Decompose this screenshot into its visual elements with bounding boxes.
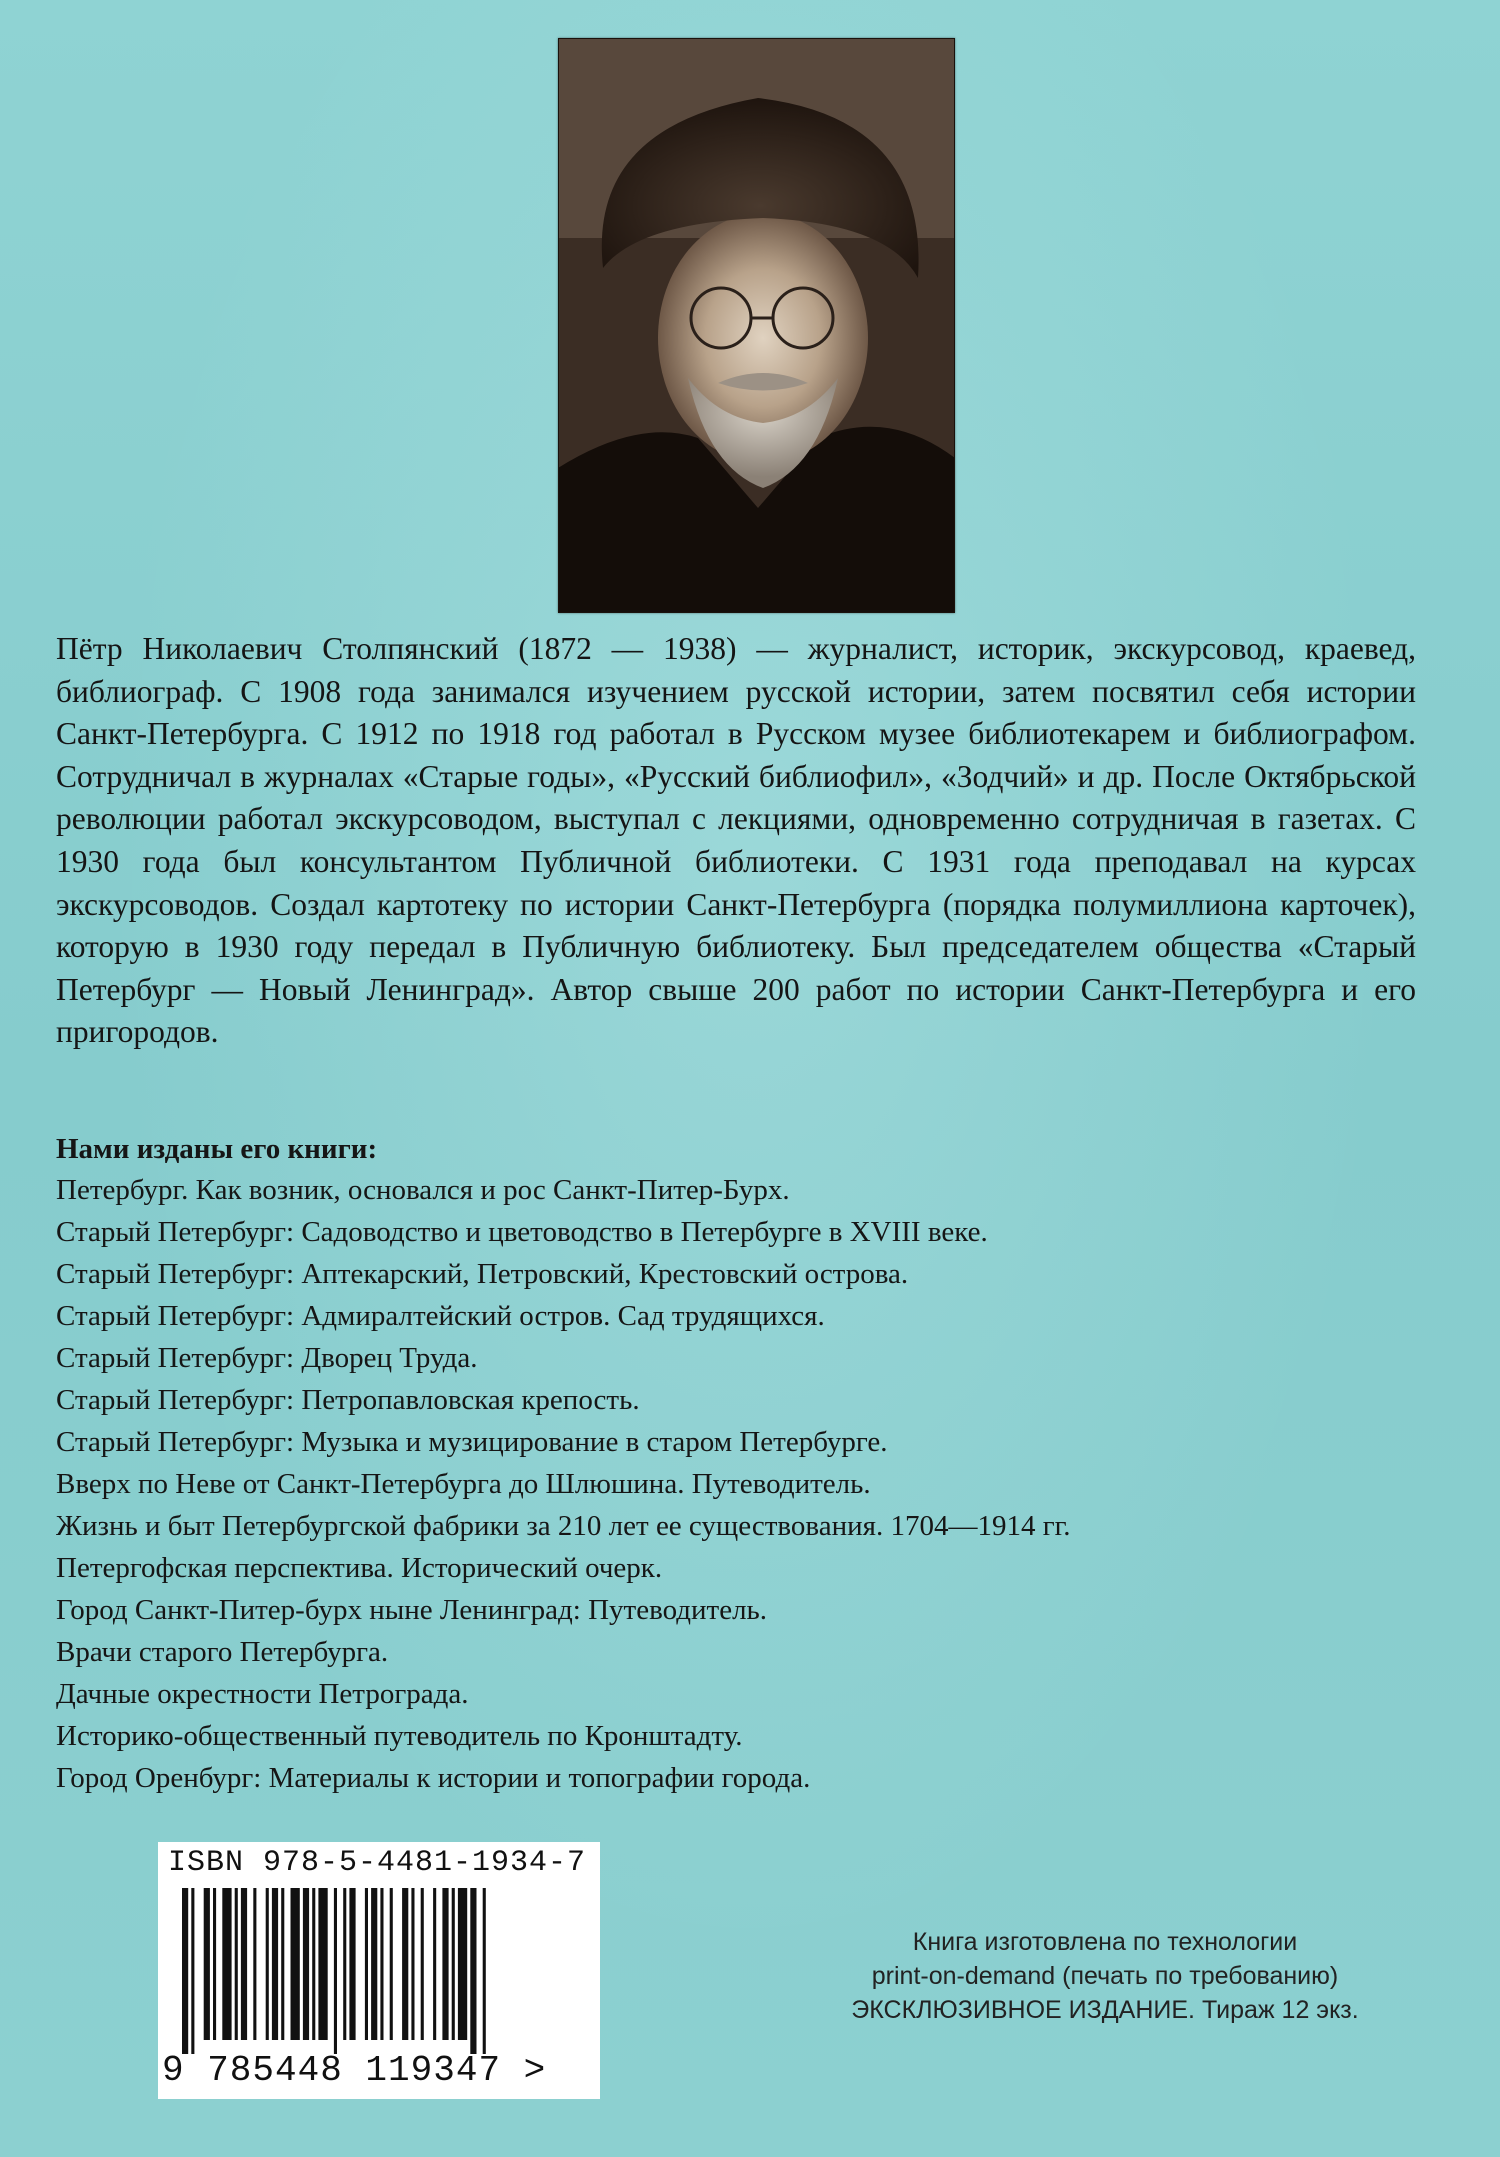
list-item: Старый Петербург: Петропавловская крепость. bbox=[56, 1384, 640, 1416]
barcode-bar bbox=[235, 1888, 238, 2040]
books-list bbox=[56, 1169, 1070, 1799]
barcode-digits: 9 785448 119347 > bbox=[162, 2050, 547, 2091]
list-item: Город Оренбург: Материалы к истории и топографии города. bbox=[56, 1762, 811, 1794]
list-item: Петергофская перспектива. Исторический очерк. bbox=[56, 1552, 663, 1584]
barcode-bar bbox=[483, 1888, 486, 2054]
barcode-bar bbox=[191, 1888, 194, 2054]
barcode-bar bbox=[343, 1888, 346, 2040]
list-item: Петербург. Как возник, основался и рос Санкт-Питер-Бурх. bbox=[56, 1174, 790, 1206]
barcode-bar bbox=[452, 1888, 455, 2040]
barcode-bar bbox=[303, 1888, 309, 2040]
author-biography: Пётр Николаевич Столпянский (1872 — 1938) — журналист, историк, экскурсовод, краевед, библиограф. С 1908 года занимался изучением русской истории, затем посвятил себя истории Санкт-Петербурга. С 1912 по 1918 год работал в Русском музее библиотекарем и библиографом. Сотрудничал в журналах «Старые годы», «Русский библиофил», «Зодчий» и др. После Октябрьской революции работал экскурсоводом, выступал с лекциями, одновременно сотрудничая в газетах. С 1930 года был консультантом Публичной библиотеки. С 1931 года преподавал на курсах экскурсоводов. Создал картотеку по истории Санкт-Петербурга (порядка полумиллиона карточек), которую в 1930 году передал в Публичную библиотеку. Был председателем общества «Старый Петербург — Новый Ленинград». Автор свыше 200 работ по истории Санкт-Петербурга и его пригородов. bbox=[56, 631, 1416, 1050]
barcode-bar bbox=[411, 1888, 414, 2040]
pod-line-3: ЭКСКЛЮЗИВНОЕ ИЗДАНИЕ. Тираж 12 экз. bbox=[851, 1996, 1359, 2024]
barcode-bar bbox=[222, 1888, 231, 2040]
barcode-bar bbox=[204, 1888, 210, 2040]
list-item: Дачные окрестности Петрограда. bbox=[56, 1678, 469, 1710]
barcode-bar bbox=[442, 1888, 448, 2040]
barcode-bar bbox=[281, 1888, 284, 2040]
pod-line-1: Книга изготовлена по технологии bbox=[912, 1928, 1298, 1956]
list-item: Вверх по Неве от Санкт-Петербурга до Шлюшина. Путеводитель. bbox=[56, 1468, 871, 1500]
barcode-bar bbox=[272, 1888, 278, 2040]
list-item: Жизнь и быт Петербургской фабрики за 210 лет ее существования. 1704—1914 гг. bbox=[56, 1510, 1071, 1542]
barcode-bar bbox=[470, 1888, 476, 2054]
list-item: Старый Петербург: Аптекарский, Петровский, Крестовский острова. bbox=[56, 1258, 909, 1290]
barcode-bar bbox=[458, 1888, 467, 2040]
isbn-number: ISBN 978-5-4481-1934-7 bbox=[168, 1846, 587, 1880]
barcode-bar bbox=[241, 1888, 247, 2040]
barcode-bar bbox=[349, 1888, 355, 2040]
print-on-demand-note bbox=[760, 1925, 1450, 2027]
list-item: Старый Петербург: Дворец Труда. bbox=[56, 1342, 478, 1374]
barcode-bar bbox=[312, 1888, 315, 2040]
list-item: Старый Петербург: Музыка и музицирование в старом Петербурге. bbox=[56, 1426, 888, 1458]
barcode-bar bbox=[402, 1888, 408, 2040]
barcode-bar bbox=[318, 1888, 327, 2040]
books-heading: Нами изданы его книги: bbox=[56, 1133, 378, 1165]
barcode-bar bbox=[380, 1888, 383, 2040]
portrait-photo-icon bbox=[558, 38, 955, 613]
list-item: Старый Петербург: Садоводство и цветоводство в Петербурге в XVIII веке. bbox=[56, 1216, 988, 1248]
barcode-bar bbox=[291, 1888, 300, 2040]
list-item: Историко-общественный путеводитель по Кронштадту. bbox=[56, 1720, 743, 1752]
ean-barcode-icon bbox=[182, 1888, 572, 2054]
barcode-bar bbox=[433, 1888, 436, 2040]
list-item: Старый Петербург: Адмиралтейский остров. Сад трудящихся. bbox=[56, 1300, 825, 1332]
barcode-bar bbox=[213, 1888, 216, 2040]
pod-line-2: print-on-demand (печать по требованию) bbox=[871, 1962, 1339, 1990]
list-item: Врачи старого Петербурга. bbox=[56, 1636, 389, 1668]
barcode-bar bbox=[365, 1888, 368, 2040]
isbn-barcode bbox=[158, 1842, 600, 2099]
author-portrait bbox=[558, 38, 955, 613]
barcode-bar bbox=[390, 1888, 393, 2040]
barcode-bar bbox=[266, 1888, 269, 2040]
barcode-bar bbox=[253, 1888, 256, 2040]
barcode-bar bbox=[371, 1888, 377, 2040]
list-item: Город Санкт-Питер-бурх ныне Ленинград: Путеводитель. bbox=[56, 1594, 768, 1626]
barcode-bar bbox=[334, 1888, 337, 2054]
barcode-bar bbox=[182, 1888, 188, 2054]
barcode-bar bbox=[421, 1888, 424, 2040]
